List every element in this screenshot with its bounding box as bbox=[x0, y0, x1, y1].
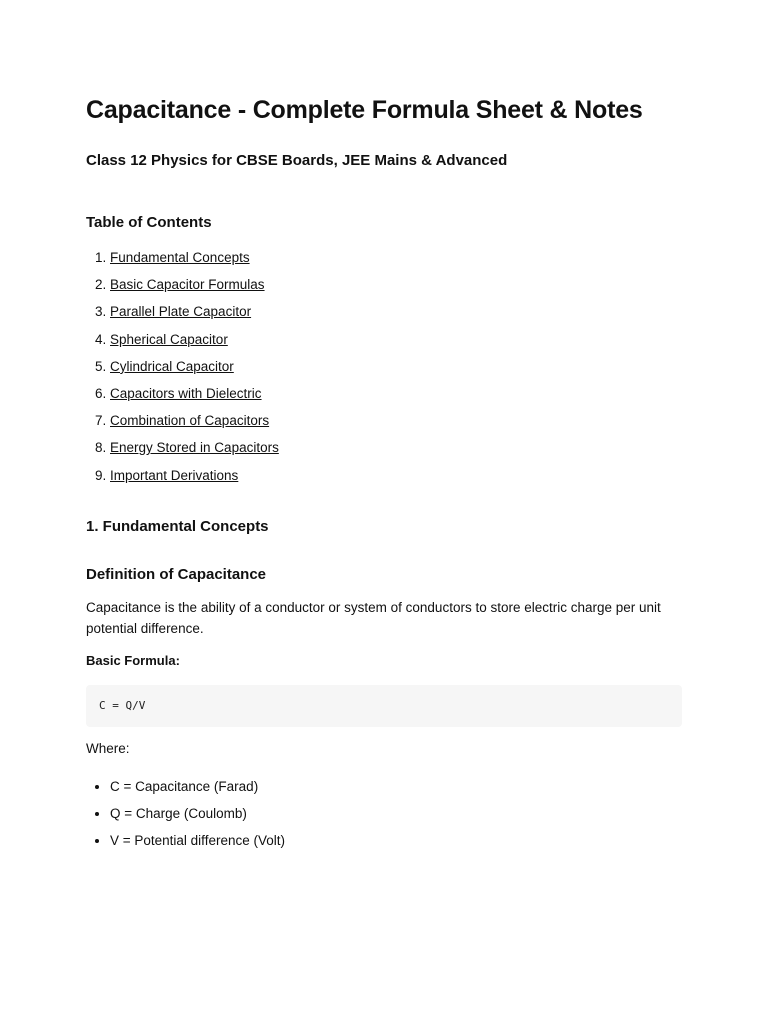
page-subtitle: Class 12 Physics for CBSE Boards, JEE Mains & Advanced bbox=[86, 152, 508, 169]
table-of-contents bbox=[86, 244, 279, 489]
toc-item bbox=[110, 353, 279, 380]
toc-heading: Table of Contents bbox=[86, 214, 212, 231]
toc-link-parallel-plate-capacitor[interactable]: Parallel Plate Capacitor bbox=[110, 304, 252, 320]
toc-item bbox=[110, 271, 279, 298]
toc-item bbox=[110, 326, 279, 353]
toc-link-important-derivations[interactable]: Important Derivations bbox=[110, 467, 239, 483]
toc-link-fundamental-concepts[interactable]: Fundamental Concepts bbox=[110, 250, 250, 265]
section-heading-fundamental-concepts: 1. Fundamental Concepts bbox=[86, 518, 269, 535]
toc-link-capacitors-with-dielectric[interactable]: Capacitors with Dielectric bbox=[110, 386, 262, 402]
toc-item bbox=[110, 462, 279, 489]
toc-item bbox=[110, 434, 279, 461]
toc-link-spherical-capacitor[interactable]: Spherical Capacitor bbox=[110, 331, 228, 347]
page-title: Capacitance - Complete Formula Sheet & Notes bbox=[86, 96, 643, 124]
toc-link-cylindrical-capacitor[interactable]: Cylindrical Capacitor bbox=[110, 358, 234, 374]
toc-item bbox=[110, 244, 279, 271]
toc-item bbox=[110, 407, 279, 434]
definition-paragraph: Capacitance is the ability of a conductor or system of conductors to store electric charge per unit potential difference. bbox=[86, 600, 661, 636]
list-item: • Q = Charge (Coulomb) bbox=[110, 800, 285, 827]
where-label: Where: bbox=[86, 741, 130, 756]
list-item: • C = Capacitance (Farad) bbox=[110, 773, 285, 800]
toc-item bbox=[110, 380, 279, 407]
list-item: • V = Potential difference (Volt) bbox=[110, 827, 285, 854]
toc-link-basic-capacitor-formulas[interactable]: Basic Capacitor Formulas bbox=[110, 277, 265, 293]
formula-label: Basic Formula: bbox=[86, 653, 180, 668]
subsection-heading-definition: Definition of Capacitance bbox=[86, 566, 267, 583]
toc-link-energy-stored[interactable]: Energy Stored in Capacitors bbox=[110, 440, 279, 456]
toc-item bbox=[110, 298, 279, 325]
formula-code-block: C = Q/V bbox=[86, 685, 682, 727]
variable-list bbox=[86, 773, 285, 855]
toc-link-combination-of-capacitors[interactable]: Combination of Capacitors bbox=[110, 413, 270, 429]
